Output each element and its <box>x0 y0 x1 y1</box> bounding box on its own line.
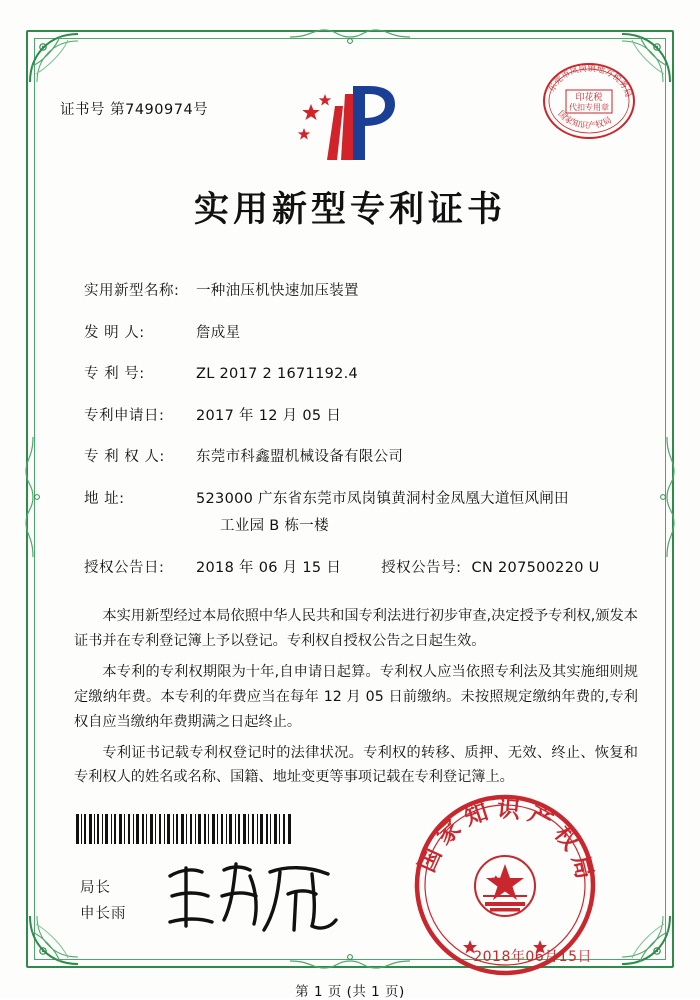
field-label: 专 利 号: <box>84 366 145 383</box>
legal-paragraph-2: 本专利的专利权期限为十年,自申请日起算。专利权人应当依照专利法及其实施细则规定缴纳年费。本专利的年费应当在每年 12 月 05 日前缴纳。未按照规定缴纳年费的,专利权自应当缴纳年费期满之日起终止。 <box>74 664 638 730</box>
field-value: 东莞市科鑫盟机械设备有限公司 <box>196 449 404 466</box>
field-value: 一种油压机快速加压装置 <box>196 283 359 299</box>
field-utility-model-name <box>84 278 644 306</box>
handwritten-signature-icon <box>162 856 352 942</box>
svg-text:印花税: 印花税 <box>575 93 603 103</box>
legal-paragraph-1: 本实用新型经过本局依照中华人民共和国专利法进行初步审查,决定授予专利权,颁发本证书并在专利登记簿上予以登记。专利权自授权公告之日起生效。 <box>74 608 638 650</box>
address-line-1: 523000 广东省东莞市凤岗镇黄洞村金凤凰大道恒风闸田 <box>196 490 569 507</box>
field-label: 专利申请日: <box>84 407 165 424</box>
address-line-2: 工业园 B 栋一楼 <box>220 518 329 535</box>
legal-paragraph-3: 专利证书记载专利权登记时的法律状况。专利权的转移、质押、无效、终止、恢复和专利权人的姓名或名称、国籍、地址变更等事项记载在专利登记簿上。 <box>74 744 638 786</box>
field-label: 授权公告号: <box>381 559 462 576</box>
field-address <box>84 486 644 541</box>
svg-text:国家知识产权局: 国家知识产权局 <box>414 796 599 889</box>
certificate-footer <box>56 796 644 1000</box>
field-value: ZL 2017 2 1671192.4 <box>196 366 359 383</box>
svg-text:东莞市凤岗镇地方税务局: 东莞市凤岗镇地方税务局 <box>546 63 633 99</box>
field-value: 2018 年 06 月 15 日 <box>196 559 342 576</box>
director-name: 申长雨 <box>80 905 127 922</box>
field-patentee <box>84 444 644 472</box>
director-label: 局长 <box>80 880 111 897</box>
field-label: 发 明 人: <box>84 324 145 341</box>
field-value: CN 207500220 U <box>471 559 600 576</box>
field-grant-row <box>84 555 644 583</box>
page-number: 第 1 页 (共 1 页) <box>295 984 405 1000</box>
field-grant-date <box>84 555 341 583</box>
field-label: 专 利 权 人: <box>84 449 165 466</box>
seal-date: 2018年06月15日 <box>473 949 592 966</box>
certificate-number: 证书号 第7490974号 <box>60 102 209 118</box>
field-value: 2017 年 12 月 05 日 <box>196 407 342 424</box>
cnipa-logo-icon <box>291 80 409 166</box>
page-title: 实用新型专利证书 <box>193 189 506 230</box>
field-application-date <box>84 403 644 431</box>
barcode <box>76 814 292 844</box>
field-label: 实用新型名称: <box>84 283 180 299</box>
field-label: 授权公告日: <box>84 559 165 576</box>
field-inventor <box>84 320 644 348</box>
field-patent-number <box>84 361 644 389</box>
field-list <box>56 278 644 582</box>
director-block <box>80 876 127 927</box>
certificate-content <box>56 58 644 1000</box>
tax-stamp-seal-icon <box>540 60 638 142</box>
field-value: 詹成星 <box>196 324 241 341</box>
svg-text:代扣专用章: 代扣专用章 <box>569 103 609 112</box>
legal-text <box>56 604 644 790</box>
svg-text:国家知识产权局: 国家知识产权局 <box>555 109 614 132</box>
certificate-header <box>56 58 644 168</box>
field-grant-publication-number <box>381 555 599 583</box>
field-label: 地 址: <box>84 490 125 507</box>
field-value-multiline <box>196 486 644 541</box>
